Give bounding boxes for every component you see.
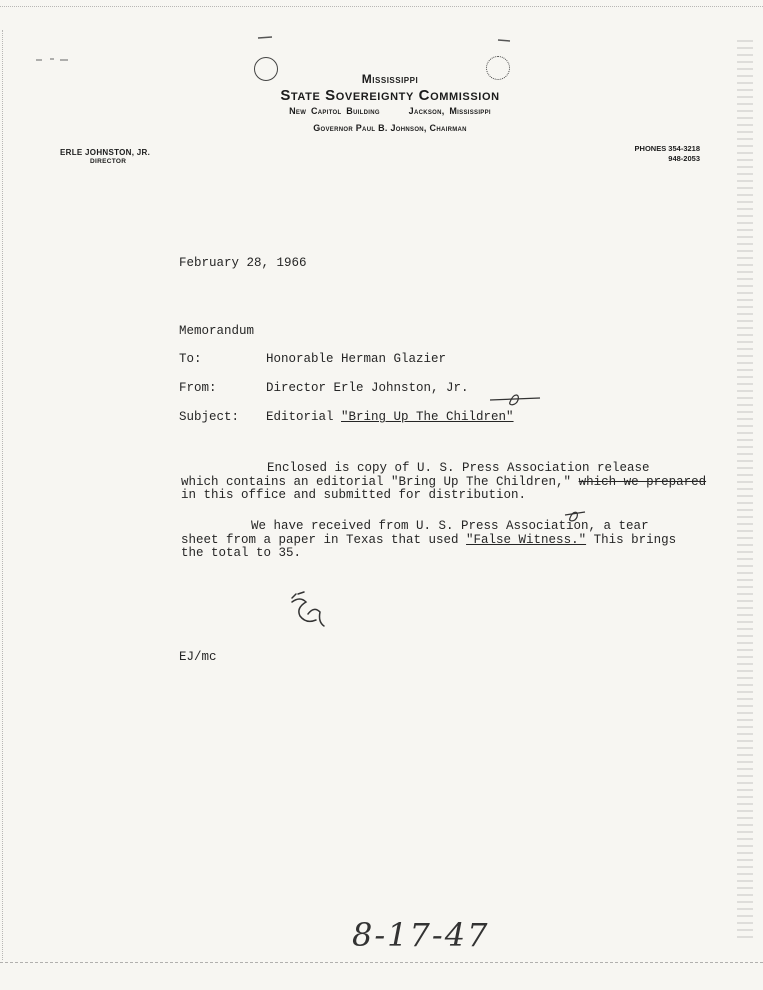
letterhead-building: New Capitol Building (289, 106, 380, 116)
header-dashes (258, 37, 510, 41)
memo-type: Memorandum (179, 324, 255, 338)
subject-prefix: Editorial (266, 410, 342, 424)
from-label: From: (179, 381, 217, 395)
subject-title: "Bring Up The Children" (341, 410, 514, 424)
letterhead-state: Mississippi (361, 72, 419, 86)
handwritten-file-number: 8-17-47 (352, 916, 490, 954)
to-label: To: (179, 352, 202, 366)
memo-date: February 28, 1966 (179, 256, 307, 270)
paragraph-2-line-1: We have received from U. S. Press Association, a tear (251, 519, 649, 533)
to-value: Honorable Herman Glazier (266, 352, 447, 366)
paragraph-2-line-2-text: sheet from a paper in Texas that used (181, 532, 467, 547)
director-title: DIRECTOR (90, 158, 127, 165)
paragraph-2-line-2-end: This brings (586, 532, 677, 547)
handwritten-initials-icon (292, 592, 324, 626)
typist-initials: EJ/mc (179, 650, 217, 664)
paragraph-1-line-3: in this office and submitted for distribution. (181, 488, 527, 503)
paragraph-1-line-1: Enclosed is copy of U. S. Press Association release (267, 461, 650, 475)
letterhead-commission: State Sovereignty Commission (280, 87, 500, 104)
phones-line-1: PHONES 354-3218 (634, 144, 700, 153)
from-value: Director Erle Johnston, Jr. (266, 381, 469, 395)
paragraph-2-line-3: the total to 35. (181, 546, 302, 561)
paragraph-1-struck-text: which we prepared (578, 474, 707, 489)
letterhead-city: Jackson, Mississippi (408, 106, 491, 116)
check-mark-subject-icon (510, 395, 519, 405)
letterhead-governor: Governor Paul B. Johnson, Chairman (313, 123, 467, 133)
pen-stroke-subject (490, 398, 540, 400)
director-name: ERLE JOHNSTON, JR. (60, 148, 151, 157)
margin-marks (36, 59, 68, 60)
paragraph-2-title: "False Witness." (466, 532, 587, 547)
phones-line-2: 948-2053 (668, 154, 700, 163)
subject-label: Subject: (179, 410, 240, 424)
paragraph-1-line-2-text: which contains an editorial "Bring Up The Children," (181, 474, 579, 489)
